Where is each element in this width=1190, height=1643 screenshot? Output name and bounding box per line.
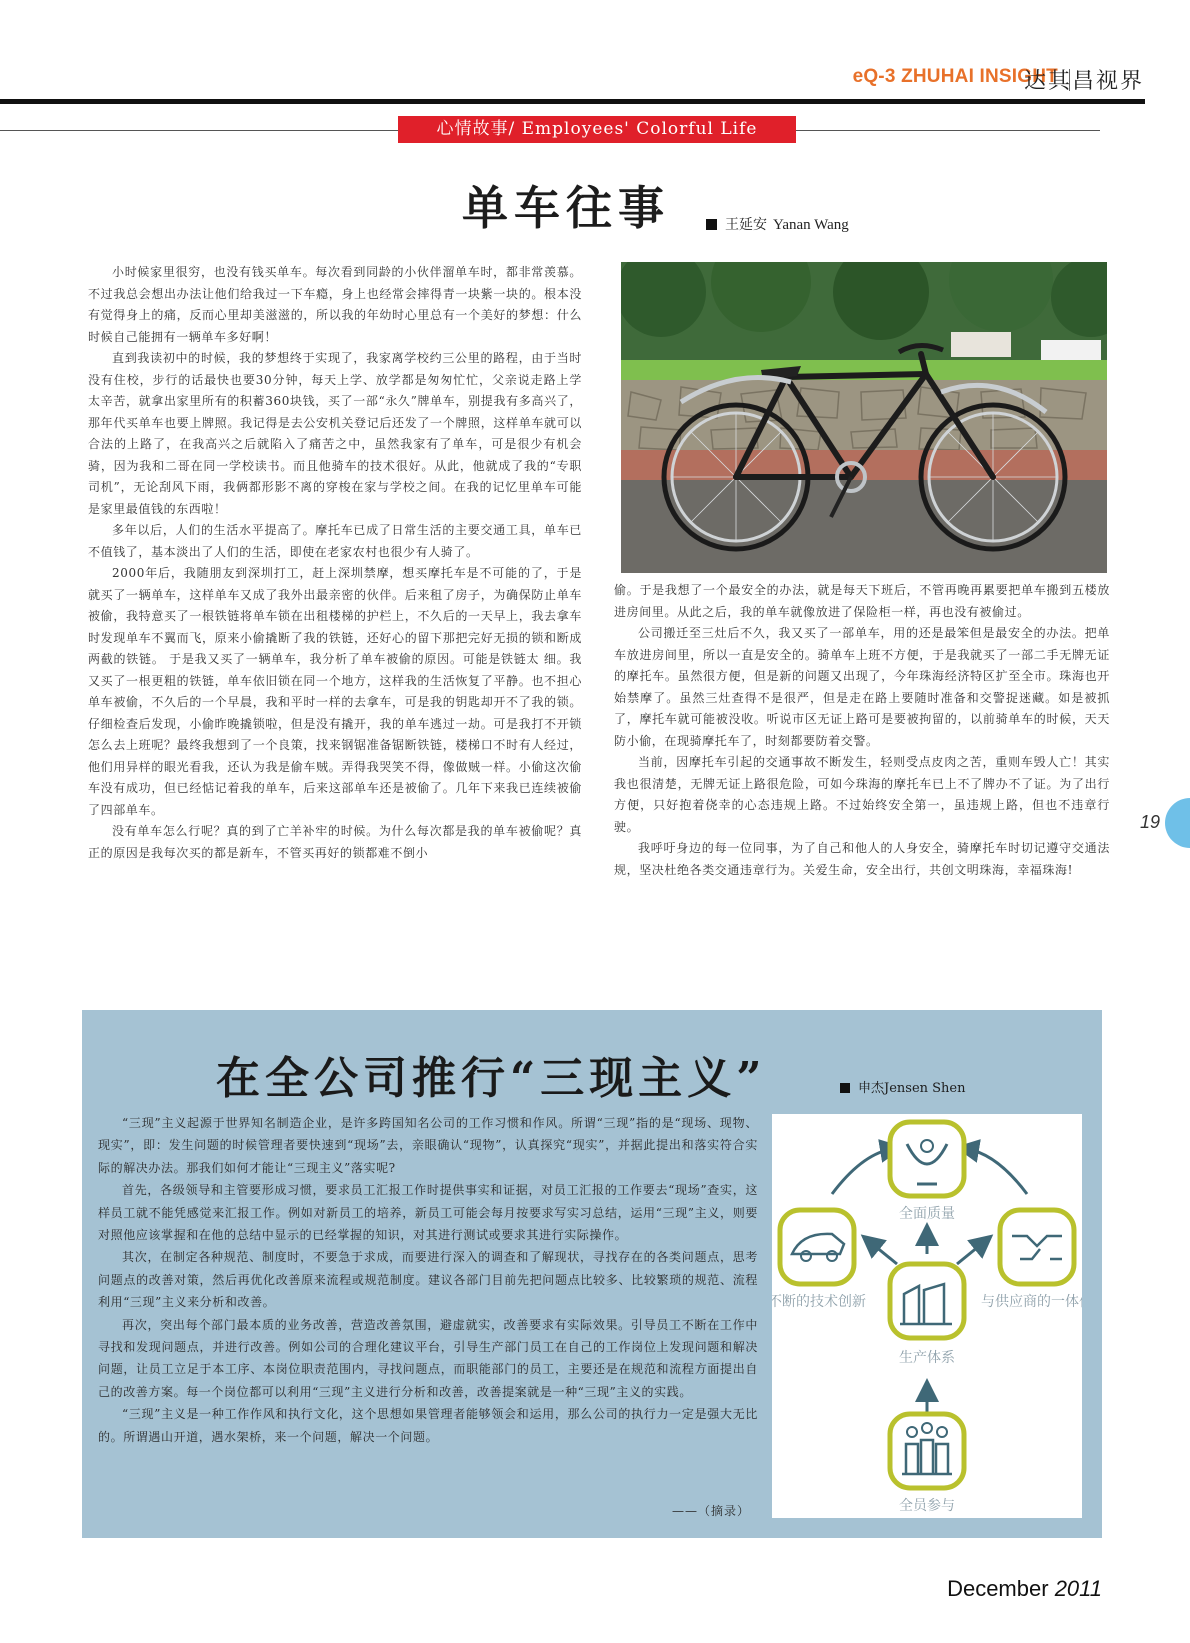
section-tag: 心情故事/ Employees' Colorful Life	[398, 116, 796, 143]
paragraph: 没有单车怎么行呢？真的到了亡羊补牢的时候。为什么每次都是我的单车被偷呢？真正的原因是我每次买的都是新车，不管买再好的锁都难不倒小	[88, 824, 582, 860]
node-innovation	[772, 1210, 866, 1310]
article-column-right	[614, 580, 1110, 881]
paragraph: 当前，因摩托车引起的交通事故不断发生，轻则受点皮肉之苦，重则车毁人亡！其实我也很清楚，无牌无证上路很危险，可如今珠海的摩托车已上不了牌办不了证。为了出行方便，只好抱着侥幸的心态违规上路。不过始终安全第一，虽违规上路，但也不违章行驶。	[614, 755, 1110, 834]
publication-subtitle: 达其昌视界	[1023, 69, 1144, 94]
paragraph: 多年以后，人们的生活水平提高了。摩托车已成了日常生活的主要交通工具，单车已不值钱了，基本淡出了人们的生活，即使在老家农村也很少有人骑了。	[88, 523, 582, 559]
node-label-left: 不断的技术创新	[772, 1294, 866, 1310]
paragraph: 偷。于是我想了一个最安全的办法，就是每天下班后，不管再晚再累要把单车搬到五楼放进房间里。从此之后，我的单车就像放进了保险柜一样，再也没有被偷过。	[614, 583, 1110, 619]
article-title: 在全公司推行“三现主义”	[216, 1053, 767, 1104]
node-label-center: 生产体系	[899, 1350, 955, 1366]
paragraph: 其次，在制定各种规范、制度时，不要急于求成，而要进行深入的调查和了解现状，寻找存在的各类问题点，思考问题点的改善对策，然后再优化改善原来流程或规范制度。建议各部门目前先把问题点比较多、比较繁琐的规范、流程利用“三现”主义来分析和改善。	[98, 1250, 758, 1310]
node-label-bottom: 全员参与	[899, 1498, 955, 1514]
article-column-left	[88, 262, 582, 864]
page-number-tab	[1165, 798, 1190, 848]
paragraph: 2000年后，我随朋友到深圳打工，赶上深圳禁摩，想买摩托车是不可能的了，于是就买了一辆单车，这样单车又成了我外出最亲密的伙伴。后来租了房子，为确保防止单车被偷，我特意买了一根铁链将单车锁在出租楼梯的护栏上，不久后的一天早上，我去拿车时发现单车不翼而飞，原来小偷撬断了我的铁链，还好心的留下那把完好无损的锁和断成两截的铁链。 于是我又买了一辆单车，我分析了单车被偷的原因。可能是铁链太 细。我又买了一根更粗的铁链，单车依旧锁在同一个地方，这样我的生活恢复了平静。也不担心单车被偷，不久后的一个早晨，我和平时一样的去拿车，可是我的钥匙却开不了我的锁。仔细检查后发现，小偷昨晚撬锁啦，但是没有撬开，我的单车逃过一劫。可是我打不开锁怎么去上班呢？最终我想到了一个良策，找来钢锯准备锯断铁链，楼梯口不时有人经过，他们用异样的眼光看我，还认为我是偷车贼。弄得我哭笑不得，像做贼一样。小偷这次偷车没有成功，但已经惦记着我的单车，后来这部单车还是被偷了。几年下来我已连续被偷了四部单车。	[88, 566, 582, 817]
issue-year: 2011	[1054, 1576, 1102, 1601]
bicycle-photo	[621, 262, 1107, 573]
author-name-en: Yanan Wang	[773, 217, 849, 233]
source-note: ——（摘录）	[672, 1504, 751, 1518]
byline-square-icon	[840, 1083, 850, 1093]
article-byline	[706, 214, 849, 234]
issue-month: December	[947, 1576, 1049, 1601]
author-name: 申杰Jensen Shen	[858, 1081, 966, 1096]
paragraph: 小时候家里很穷，也没有钱买单车。每次看到同龄的小伙伴溜单车时，都非常羡慕。不过我总会想出办法让他们给我过一下车瘾，身上也经常会摔得青一块紫一块的。根本没有觉得身上的痛，反而心里却美滋滋的，所以我的年幼时心里总有一个美好的梦想：什么时候自己能拥有一辆单车多好啊！	[88, 265, 582, 344]
article-title: 单车往事	[462, 181, 670, 235]
paragraph: 公司搬迁至三灶后不久，我又买了一部单车，用的还是最笨但是最安全的办法。把单车放进房间里，所以一直是安全的。骑单车上班不方便，于是我就买了一部二手无牌无证的摩托车。虽然很方便，但是新的问题又出现了，今年珠海经济特区扩至全市。珠海也开始禁摩了。虽然三灶查得不是很严，但是走在路上要随时准备和交警捉迷藏。如是被抓了，摩托车就可能被没收。听说市区无证上路可是要被拘留的，以前骑单车的时候，天天防小偷，在现骑摩托车了，时刻都要防着交警。	[614, 626, 1110, 748]
node-production	[890, 1264, 964, 1366]
article-body	[98, 1112, 758, 1448]
issue-date	[947, 1576, 1102, 1602]
three-actual-diagram	[772, 1114, 1082, 1518]
node-supplier	[981, 1210, 1082, 1310]
paragraph: 首先，各级领导和主管要形成习惯，要求员工汇报工作时提供事实和证据，对员工汇报的工作要去“现场”查实，这样员工就不能凭感觉来汇报工作。例如对新员工的培养，新员工可能会每月按要求写实习总结，运用“三现”主义，则要对照他应该掌握和在他的总结中显示的已经掌握的知识，对其进行测试或要求其进行实际操作。	[98, 1183, 758, 1243]
author-name-cn: 王延安	[725, 217, 767, 233]
bicycle-illustration	[621, 262, 1107, 573]
page-number: 19	[1140, 812, 1161, 832]
paragraph: “三现”主义是一种工作作风和执行文化，这个思想如果管理者能够领会和运用，那么公司的执行力一定是强大无比的。所谓遇山开道，遇水架桥，来一个问题，解决一个问题。	[98, 1407, 758, 1444]
paragraph: 我呼吁身边的每一位同事，为了自己和他人的人身安全，骑摩托车时切记遵守交通法规，坚决杜绝各类交通违章行为。关爱生命，安全出行，共创文明珠海，幸福珠海!	[614, 841, 1110, 877]
paragraph: 直到我读初中的时候，我的梦想终于实现了，我家离学校约三公里的路程，由于当时没有住校，步行的话最快也要30分钟，每天上学、放学都是匆匆忙忙，父亲说走路上学太辛苦，就拿出家里所有的积蓄360块钱，买了一部“永久”牌单车，别提我有多高兴了，那年代买单车也要上牌照。我记得是去公安机关登记后还发了一个牌照，这样单车就可以合法的上路了，在我高兴之后就陷入了痛苦之中，虽然我家有了单车，可是很少有机会骑，因为我和二哥在同一学校读书。而且他骑车的技术很好。从此，他就成了我的“专职司机”，无论刮风下雨，我俩都形影不离的穿梭在家与学校之间。在我的记忆里单车可能是家里最值钱的东西啦！	[88, 351, 582, 516]
header-rule-thick	[0, 99, 1145, 104]
node-label-top: 全面质量	[899, 1206, 955, 1222]
paragraph: “三现”主义起源于世界知名制造企业，是许多跨国知名公司的工作习惯和作风。所谓“三现”指的是“现场、现物、现实”，即：发生问题的时候管理者要快速到“现场”去，亲眼确认“现物”，认真探究“现实”，并据此提出和落实符合实际的解决办法。那我们如何才能让“三现主义”落实呢?	[98, 1116, 758, 1175]
byline-square-icon	[706, 219, 717, 230]
paragraph: 再次，突出每个部门最本质的业务改善，营造改善氛围，避虚就实，改善要求有实际效果。引导员工不断在工作中寻找和发现问题点，并进行改善。例如公司的合理化建议平台，引导生产部门员工在自己的工作岗位上发现问题和解决问题，让员工立足于本工序、本岗位职责范围内，寻找问题点，而职能部门的员工，主要还是在规范和流程方面提出自己的改善方案。每一个岗位都可以利用“三现”主义进行分析和改善，改善提案就是一种“三现”主义的实践。	[98, 1317, 758, 1399]
article-byline	[840, 1077, 966, 1096]
publication-brand: eQ-3 ZHUHAI INSIGHT	[852, 66, 1058, 87]
node-participation	[890, 1414, 964, 1514]
node-label-right: 与供应商的一体化	[981, 1294, 1082, 1310]
node-quality	[890, 1122, 964, 1222]
